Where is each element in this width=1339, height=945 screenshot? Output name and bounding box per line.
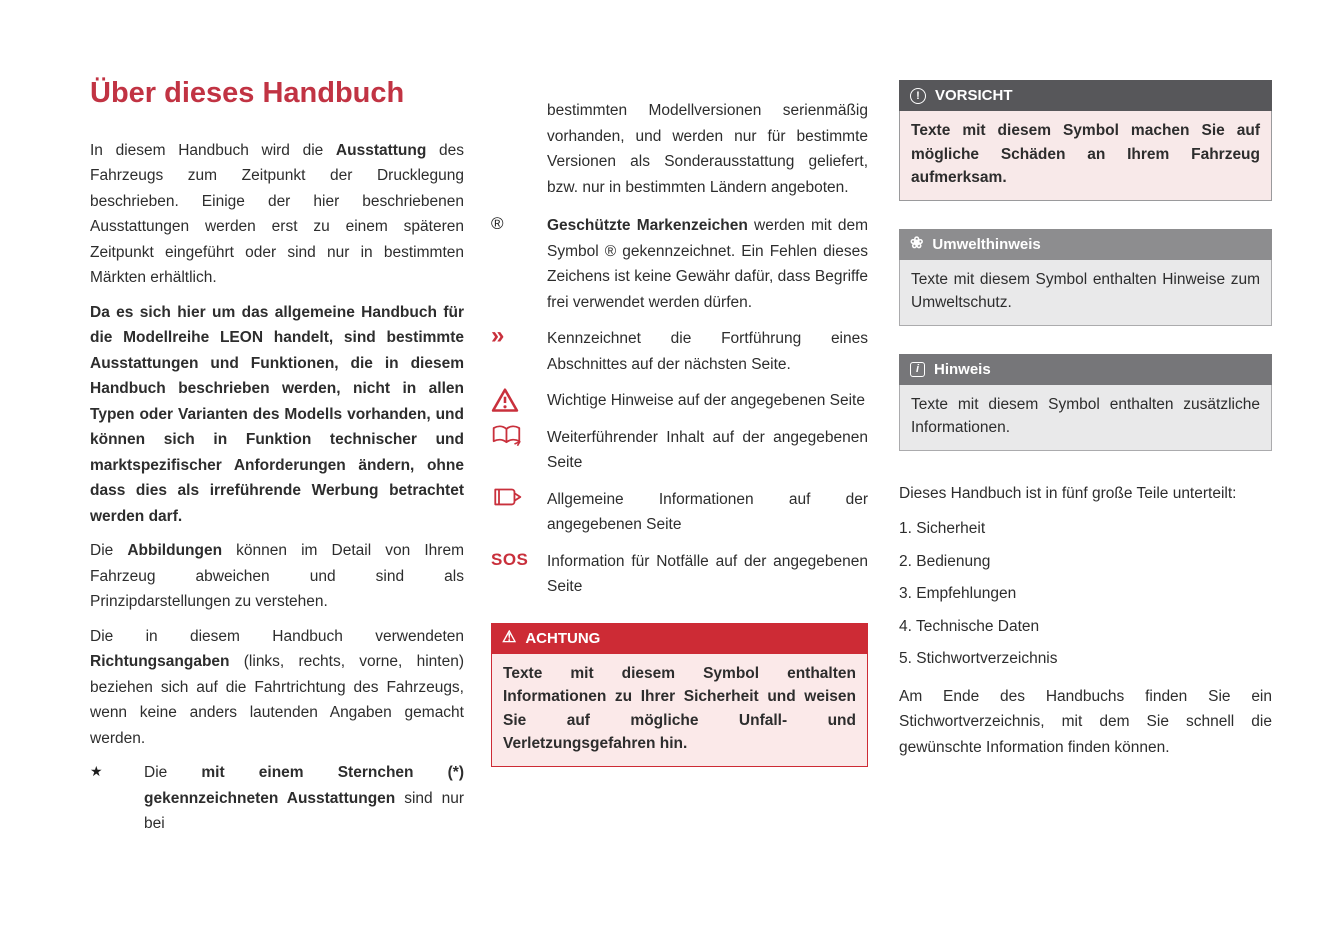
legend-item-emergency (491, 549, 868, 600)
vorsicht-caution-box (899, 80, 1272, 201)
warning-triangle-icon (491, 388, 547, 414)
manual-part-recommendations: 3. Empfehlungen (899, 585, 1017, 602)
umwelthinweis-eco-box (899, 229, 1272, 326)
star-icon: ★ (90, 763, 103, 780)
vorsicht-box-title: VORSICHT (935, 87, 1013, 104)
achtung-box-body: Texte mit diesem Symbol enthalten Informationen zu Ihrer Sicherheit und weisen Sie auf mögliche Unfall- und Verletzungsgefahren hin. (491, 654, 868, 767)
paragraph-equipment: In diesem Handbuch wird die Ausstattung des Fahrzeugs zum Zeitpunkt der Drucklegung beschrieben. Einige der hier beschriebenen Ausstattungen werden erst zu einem späteren Zeitpunkt eingeführt oder sind nur in bestimmten Märkten erhältlich. (90, 141, 464, 287)
umwelthinweis-box-title: Umwelthinweis (932, 235, 1041, 253)
paragraph-general-manual: Da es sich hier um das allgemeine Handbuch für die Modellreihe LEON handelt, sind bestimmte Ausstattungen und Funktionen, die in diesem Handbuch beschrieben werden, nicht in allen Typen oder Varianten des Modells vorhanden, und können sich in Funktion technischer und marktspezifischer Anforderungen ändern, ohne dass dies als irreführende Werbung betrachtet werden darf. (90, 303, 464, 525)
column-right (899, 78, 1272, 837)
hinweis-box-header (899, 354, 1272, 385)
page-title: Über dieses Handbuch (90, 77, 405, 109)
hinweis-box-title: Hinweis (934, 360, 991, 378)
legend-item-text: Wichtige Hinweise auf der angegebenen Seite (547, 392, 865, 409)
achtung-warning-box (491, 623, 868, 767)
exclamation-circle-icon: ! (910, 88, 926, 104)
paragraph-continuation: bestimmten Modellversionen serienmäßig vorhanden, und werden nur für bestimmte Versionen als Sonderausstattung geliefert, bzw. nur in bestimmten Ländern angeboten. (547, 102, 868, 196)
open-book-icon (491, 425, 547, 476)
footnote-star-text: Die mit einem Sternchen (*) gekennzeichneten Ausstattungen sind nur bei (144, 764, 464, 833)
info-icon: i (910, 362, 925, 377)
umwelthinweis-box-header (899, 229, 1272, 260)
vorsicht-box-body: Texte mit diesem Symbol machen Sie auf mögliche Schäden an Ihrem Fahrzeug aufmerksam. (899, 111, 1272, 201)
legend-item-trademark (491, 213, 868, 315)
legend-item-text: Information für Notfälle auf der angegebenen Seite (547, 552, 868, 595)
sos-icon: SOS (491, 549, 529, 569)
warning-triangle-icon: ⚠ (502, 629, 517, 646)
legend-item-continuation (491, 322, 868, 377)
manual-part-index: 5. Stichwortverzeichnis (899, 650, 1058, 667)
book-arrow-icon (491, 487, 547, 538)
legend-item-general-info (491, 487, 868, 538)
column-left (90, 78, 464, 837)
manual-part-safety: 1. Sicherheit (899, 520, 986, 537)
paragraph-illustrations: Die Abbildungen können im Detail von Ihrem Fahrzeug abweichen und sind als Prinzipdarstellungen zu verstehen. (90, 542, 464, 611)
umwelthinweis-box-body: Texte mit diesem Symbol enthalten Hinweise zum Umweltschutz. (899, 260, 1272, 326)
legend-item-text: Weiterführender Inhalt auf der angegebenen Seite (547, 428, 868, 471)
achtung-box-title: ACHTUNG (525, 629, 601, 647)
achtung-box-header (491, 623, 868, 654)
hinweis-note-box (899, 354, 1272, 451)
manual-part-technical-data: 4. Technische Daten (899, 617, 1040, 635)
legend-item-warning (491, 388, 868, 414)
continuation-chevrons-icon: » (491, 322, 504, 349)
legend-item-text: Geschützte Markenzeichen werden mit dem Symbol ® gekennzeichnet. Ein Fehlen dieses Zeichens ist keine Gewähr dafür, dass Begriffe frei verwendet werden dürfen. (547, 217, 868, 311)
column-middle (491, 78, 868, 837)
manual-part-operation: 2. Bedienung (899, 552, 991, 570)
vorsicht-box-header (899, 80, 1272, 111)
legend-item-text: Allgemeine Informationen auf der angegebenen Seite (547, 490, 868, 533)
paragraph-directions: Die in diesem Handbuch verwendeten Richtungsangaben (links, rechts, vorne, hinten) beziehen sich auf die Fahrtrichtung des Fahrzeugs, wenn keine anders lautenden Angaben gemacht werden. (90, 627, 464, 747)
registered-trademark-icon: ® (491, 214, 504, 233)
footnote-star-item (90, 760, 464, 837)
index-outro-text: Am Ende des Handbuchs finden Sie ein Stichwortverzeichnis, mit dem Sie schnell die gewünschte Information finden können. (899, 687, 1272, 756)
hinweis-box-body: Texte mit diesem Symbol enthalten zusätzliche Informationen. (899, 385, 1272, 451)
legend-item-text: Kennzeichnet die Fortführung eines Abschnittes auf der nächsten Seite. (547, 330, 868, 373)
legend-item-further-content (491, 425, 868, 476)
flower-eco-icon: ❀ (910, 235, 924, 252)
parts-intro-text: Dieses Handbuch ist in fünf große Teile unterteilt: (899, 484, 1237, 502)
